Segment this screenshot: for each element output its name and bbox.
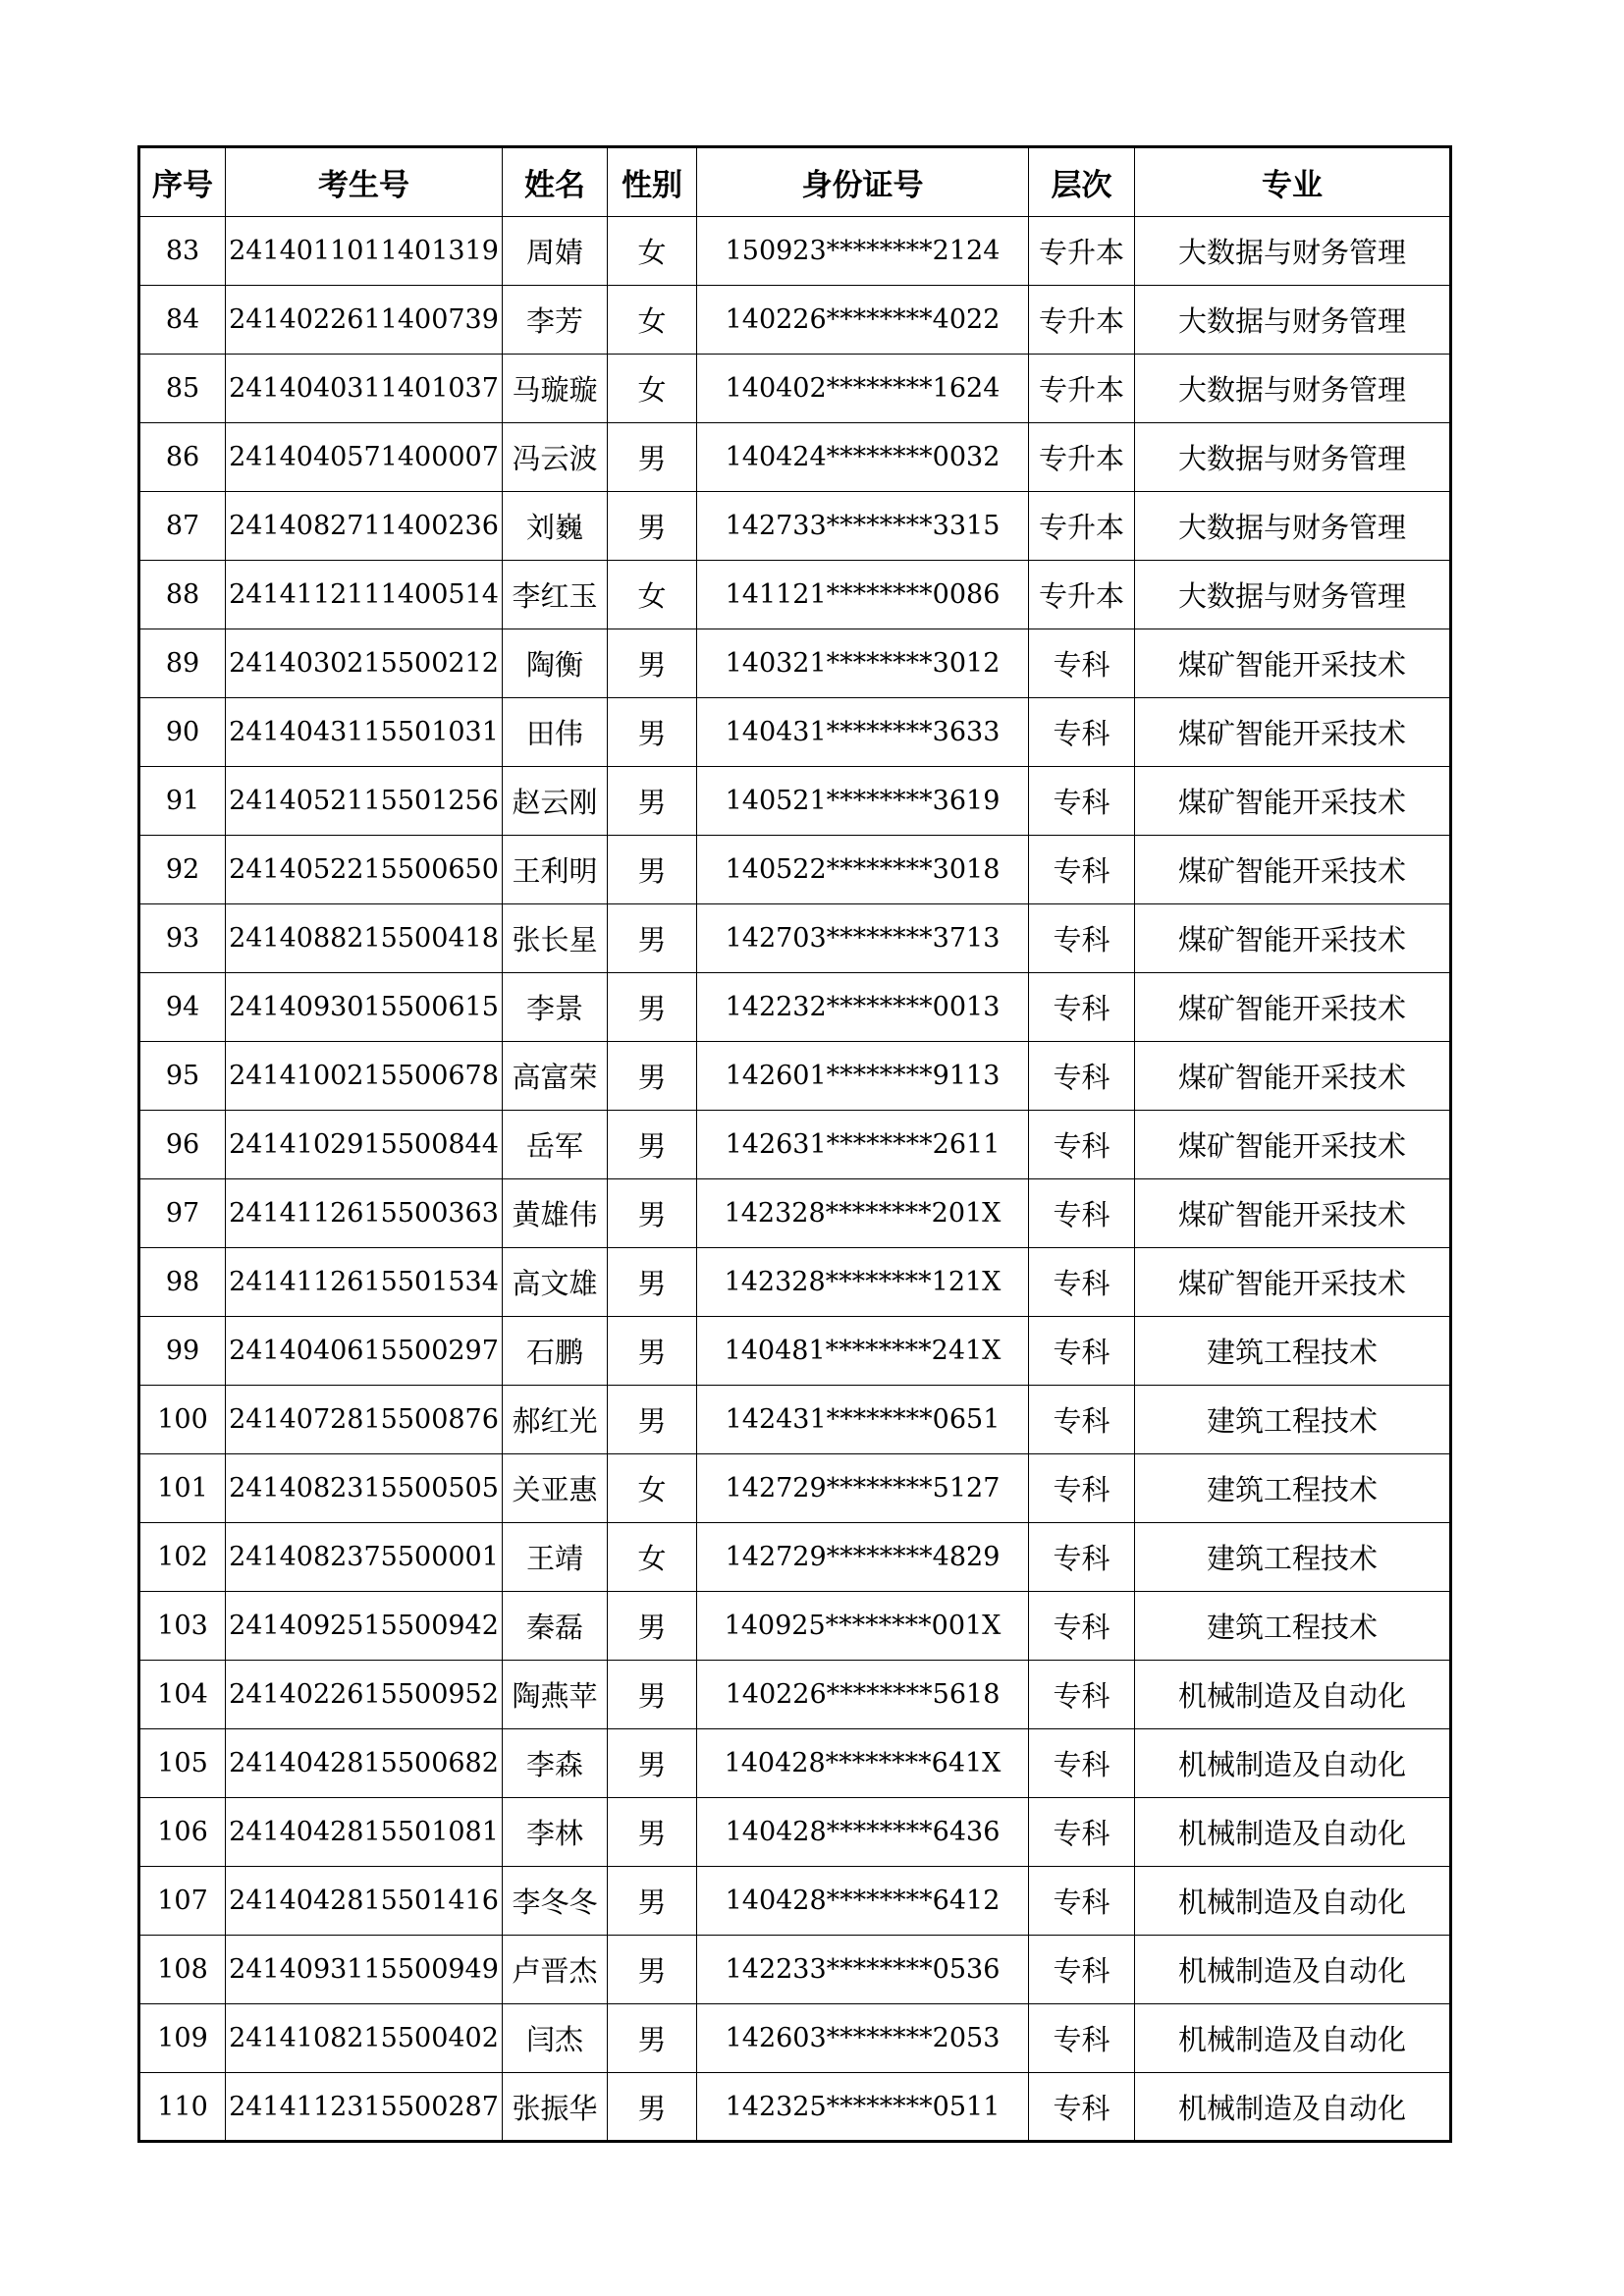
table-row [139, 1523, 1451, 1592]
cell-major: 煤矿智能开采技术 [1135, 836, 1451, 904]
cell-serial-number: 98 [139, 1248, 226, 1317]
header-gender: 性别 [608, 147, 697, 217]
cell-level: 专科 [1029, 1111, 1135, 1179]
cell-candidate-number: 2414082711400236 [226, 492, 503, 561]
header-row [139, 147, 1451, 217]
cell-serial-number: 109 [139, 2004, 226, 2073]
cell-candidate-number: 2414072815500876 [226, 1386, 503, 1454]
cell-gender: 男 [608, 1248, 697, 1317]
cell-name: 周婧 [503, 217, 608, 286]
cell-gender: 女 [608, 217, 697, 286]
cell-name: 刘巍 [503, 492, 608, 561]
cell-name: 高富荣 [503, 1042, 608, 1111]
cell-candidate-number: 2414112615500363 [226, 1179, 503, 1248]
cell-major: 机械制造及自动化 [1135, 1661, 1451, 1729]
cell-candidate-number: 2414040311401037 [226, 355, 503, 423]
cell-name: 冯云波 [503, 423, 608, 492]
cell-id-number: 140321********3012 [697, 629, 1029, 698]
cell-level: 专科 [1029, 629, 1135, 698]
cell-gender: 男 [608, 1042, 697, 1111]
cell-level: 专科 [1029, 973, 1135, 1042]
cell-gender: 男 [608, 1798, 697, 1867]
cell-candidate-number: 2414108215500402 [226, 2004, 503, 2073]
cell-major: 煤矿智能开采技术 [1135, 1042, 1451, 1111]
cell-candidate-number: 2414112615501534 [226, 1248, 503, 1317]
cell-id-number: 142233********0536 [697, 1936, 1029, 2004]
cell-level: 专科 [1029, 1523, 1135, 1592]
cell-gender: 男 [608, 904, 697, 973]
cell-level: 专科 [1029, 1386, 1135, 1454]
cell-id-number: 142733********3315 [697, 492, 1029, 561]
table-row [139, 904, 1451, 973]
cell-name: 闫杰 [503, 2004, 608, 2073]
cell-id-number: 142703********3713 [697, 904, 1029, 973]
cell-candidate-number: 2414052115501256 [226, 767, 503, 836]
cell-gender: 女 [608, 561, 697, 629]
cell-name: 李景 [503, 973, 608, 1042]
cell-id-number: 142328********121X [697, 1248, 1029, 1317]
cell-candidate-number: 2414042815501416 [226, 1867, 503, 1936]
cell-level: 专科 [1029, 2073, 1135, 2142]
cell-id-number: 140522********3018 [697, 836, 1029, 904]
cell-major: 煤矿智能开采技术 [1135, 1248, 1451, 1317]
table-row [139, 1317, 1451, 1386]
cell-major: 机械制造及自动化 [1135, 2004, 1451, 2073]
cell-id-number: 141121********0086 [697, 561, 1029, 629]
cell-name: 田伟 [503, 698, 608, 767]
cell-serial-number: 86 [139, 423, 226, 492]
cell-id-number: 140428********6436 [697, 1798, 1029, 1867]
cell-gender: 男 [608, 1729, 697, 1798]
cell-name: 李红玉 [503, 561, 608, 629]
cell-candidate-number: 2414100215500678 [226, 1042, 503, 1111]
cell-serial-number: 103 [139, 1592, 226, 1661]
cell-serial-number: 95 [139, 1042, 226, 1111]
cell-candidate-number: 2414043115501031 [226, 698, 503, 767]
cell-serial-number: 91 [139, 767, 226, 836]
table-row [139, 1454, 1451, 1523]
table-row [139, 2004, 1451, 2073]
cell-serial-number: 88 [139, 561, 226, 629]
header-major: 专业 [1135, 147, 1451, 217]
cell-id-number: 140428********6412 [697, 1867, 1029, 1936]
cell-major: 煤矿智能开采技术 [1135, 698, 1451, 767]
cell-id-number: 142729********4829 [697, 1523, 1029, 1592]
cell-level: 专科 [1029, 836, 1135, 904]
cell-name: 黄雄伟 [503, 1179, 608, 1248]
cell-major: 建筑工程技术 [1135, 1317, 1451, 1386]
cell-major: 机械制造及自动化 [1135, 2073, 1451, 2142]
cell-id-number: 140925********001X [697, 1592, 1029, 1661]
cell-level: 专升本 [1029, 423, 1135, 492]
table-row [139, 423, 1451, 492]
table-body [139, 217, 1451, 2142]
cell-major: 大数据与财务管理 [1135, 217, 1451, 286]
cell-name: 高文雄 [503, 1248, 608, 1317]
cell-gender: 男 [608, 1661, 697, 1729]
cell-level: 专科 [1029, 698, 1135, 767]
cell-serial-number: 99 [139, 1317, 226, 1386]
table-header [139, 147, 1451, 217]
cell-gender: 男 [608, 973, 697, 1042]
cell-gender: 男 [608, 1867, 697, 1936]
cell-id-number: 140521********3619 [697, 767, 1029, 836]
cell-serial-number: 108 [139, 1936, 226, 2004]
cell-candidate-number: 2414052215500650 [226, 836, 503, 904]
cell-serial-number: 100 [139, 1386, 226, 1454]
cell-name: 张振华 [503, 2073, 608, 2142]
cell-id-number: 140226********4022 [697, 286, 1029, 355]
cell-serial-number: 93 [139, 904, 226, 973]
header-id-number: 身份证号 [697, 147, 1029, 217]
roster-table [137, 145, 1452, 2143]
cell-name: 陶衡 [503, 629, 608, 698]
cell-gender: 男 [608, 1111, 697, 1179]
table-row [139, 1248, 1451, 1317]
cell-major: 机械制造及自动化 [1135, 1729, 1451, 1798]
cell-name: 李冬冬 [503, 1867, 608, 1936]
cell-serial-number: 97 [139, 1179, 226, 1248]
cell-id-number: 150923********2124 [697, 217, 1029, 286]
table-row [139, 1936, 1451, 2004]
cell-level: 专科 [1029, 1729, 1135, 1798]
cell-candidate-number: 2414082315500505 [226, 1454, 503, 1523]
cell-name: 李森 [503, 1729, 608, 1798]
table-row [139, 698, 1451, 767]
cell-candidate-number: 2414042815501081 [226, 1798, 503, 1867]
cell-name: 岳军 [503, 1111, 608, 1179]
cell-name: 赵云刚 [503, 767, 608, 836]
cell-serial-number: 105 [139, 1729, 226, 1798]
cell-id-number: 142631********2611 [697, 1111, 1029, 1179]
cell-gender: 女 [608, 1523, 697, 1592]
cell-gender: 男 [608, 2004, 697, 2073]
cell-serial-number: 107 [139, 1867, 226, 1936]
cell-serial-number: 94 [139, 973, 226, 1042]
cell-major: 建筑工程技术 [1135, 1523, 1451, 1592]
table-row [139, 561, 1451, 629]
cell-serial-number: 87 [139, 492, 226, 561]
cell-level: 专科 [1029, 1867, 1135, 1936]
cell-name: 陶燕苹 [503, 1661, 608, 1729]
cell-serial-number: 101 [139, 1454, 226, 1523]
cell-gender: 男 [608, 629, 697, 698]
cell-major: 建筑工程技术 [1135, 1592, 1451, 1661]
cell-id-number: 142328********201X [697, 1179, 1029, 1248]
cell-serial-number: 106 [139, 1798, 226, 1867]
cell-gender: 男 [608, 698, 697, 767]
cell-major: 建筑工程技术 [1135, 1386, 1451, 1454]
cell-name: 马璇璇 [503, 355, 608, 423]
cell-level: 专科 [1029, 1936, 1135, 2004]
table-row [139, 1661, 1451, 1729]
cell-major: 煤矿智能开采技术 [1135, 629, 1451, 698]
cell-id-number: 142601********9113 [697, 1042, 1029, 1111]
cell-name: 王靖 [503, 1523, 608, 1592]
cell-level: 专科 [1029, 1661, 1135, 1729]
header-level: 层次 [1029, 147, 1135, 217]
cell-name: 郝红光 [503, 1386, 608, 1454]
cell-name: 张长星 [503, 904, 608, 973]
cell-major: 大数据与财务管理 [1135, 286, 1451, 355]
cell-level: 专科 [1029, 1592, 1135, 1661]
cell-id-number: 142431********0651 [697, 1386, 1029, 1454]
cell-major: 煤矿智能开采技术 [1135, 1179, 1451, 1248]
cell-candidate-number: 2414092515500942 [226, 1592, 503, 1661]
cell-level: 专升本 [1029, 561, 1135, 629]
cell-major: 大数据与财务管理 [1135, 492, 1451, 561]
cell-candidate-number: 2414093015500615 [226, 973, 503, 1042]
cell-name: 李芳 [503, 286, 608, 355]
cell-major: 机械制造及自动化 [1135, 1798, 1451, 1867]
table-row [139, 973, 1451, 1042]
cell-id-number: 142325********0511 [697, 2073, 1029, 2142]
cell-candidate-number: 2414088215500418 [226, 904, 503, 973]
cell-gender: 女 [608, 1454, 697, 1523]
cell-serial-number: 110 [139, 2073, 226, 2142]
cell-candidate-number: 2414030215500212 [226, 629, 503, 698]
cell-serial-number: 83 [139, 217, 226, 286]
cell-level: 专科 [1029, 2004, 1135, 2073]
cell-gender: 男 [608, 1592, 697, 1661]
table-row [139, 1592, 1451, 1661]
cell-candidate-number: 2414042815500682 [226, 1729, 503, 1798]
table-row [139, 1111, 1451, 1179]
cell-candidate-number: 2414112315500287 [226, 2073, 503, 2142]
cell-gender: 男 [608, 423, 697, 492]
cell-name: 关亚惠 [503, 1454, 608, 1523]
cell-id-number: 142603********2053 [697, 2004, 1029, 2073]
cell-id-number: 140481********241X [697, 1317, 1029, 1386]
cell-level: 专科 [1029, 1798, 1135, 1867]
cell-serial-number: 102 [139, 1523, 226, 1592]
cell-serial-number: 85 [139, 355, 226, 423]
cell-gender: 男 [608, 1317, 697, 1386]
cell-serial-number: 89 [139, 629, 226, 698]
cell-candidate-number: 2414102915500844 [226, 1111, 503, 1179]
cell-major: 大数据与财务管理 [1135, 423, 1451, 492]
table-row [139, 2073, 1451, 2142]
header-candidate-number: 考生号 [226, 147, 503, 217]
cell-level: 专升本 [1029, 286, 1135, 355]
cell-major: 煤矿智能开采技术 [1135, 1111, 1451, 1179]
table-row [139, 1042, 1451, 1111]
cell-gender: 男 [608, 836, 697, 904]
table-row [139, 217, 1451, 286]
cell-name: 李林 [503, 1798, 608, 1867]
cell-level: 专升本 [1029, 217, 1135, 286]
cell-major: 建筑工程技术 [1135, 1454, 1451, 1523]
cell-gender: 男 [608, 1386, 697, 1454]
cell-candidate-number: 2414022615500952 [226, 1661, 503, 1729]
table-row [139, 355, 1451, 423]
cell-id-number: 140428********641X [697, 1729, 1029, 1798]
cell-level: 专科 [1029, 1454, 1135, 1523]
cell-id-number: 140431********3633 [697, 698, 1029, 767]
cell-id-number: 142729********5127 [697, 1454, 1029, 1523]
cell-serial-number: 84 [139, 286, 226, 355]
cell-id-number: 140402********1624 [697, 355, 1029, 423]
cell-serial-number: 92 [139, 836, 226, 904]
cell-level: 专科 [1029, 1317, 1135, 1386]
table-row [139, 1386, 1451, 1454]
cell-gender: 女 [608, 286, 697, 355]
cell-major: 大数据与财务管理 [1135, 355, 1451, 423]
cell-name: 卢晋杰 [503, 1936, 608, 2004]
cell-candidate-number: 2414082375500001 [226, 1523, 503, 1592]
cell-gender: 男 [608, 1936, 697, 2004]
table-row [139, 286, 1451, 355]
cell-level: 专科 [1029, 1248, 1135, 1317]
cell-candidate-number: 2414040571400007 [226, 423, 503, 492]
cell-id-number: 140226********5618 [697, 1661, 1029, 1729]
cell-level: 专科 [1029, 904, 1135, 973]
cell-candidate-number: 2414022611400739 [226, 286, 503, 355]
cell-candidate-number: 2414011011401319 [226, 217, 503, 286]
cell-serial-number: 90 [139, 698, 226, 767]
cell-major: 机械制造及自动化 [1135, 1867, 1451, 1936]
cell-serial-number: 96 [139, 1111, 226, 1179]
cell-id-number: 142232********0013 [697, 973, 1029, 1042]
cell-major: 煤矿智能开采技术 [1135, 904, 1451, 973]
cell-major: 煤矿智能开采技术 [1135, 973, 1451, 1042]
table-row [139, 767, 1451, 836]
cell-gender: 男 [608, 492, 697, 561]
cell-major: 煤矿智能开采技术 [1135, 767, 1451, 836]
table-row [139, 836, 1451, 904]
table-row [139, 629, 1451, 698]
cell-level: 专升本 [1029, 355, 1135, 423]
cell-name: 石鹏 [503, 1317, 608, 1386]
cell-name: 王利明 [503, 836, 608, 904]
table-row [139, 1798, 1451, 1867]
cell-candidate-number: 2414112111400514 [226, 561, 503, 629]
cell-serial-number: 104 [139, 1661, 226, 1729]
cell-gender: 男 [608, 1179, 697, 1248]
cell-gender: 男 [608, 767, 697, 836]
cell-major: 大数据与财务管理 [1135, 561, 1451, 629]
header-name: 姓名 [503, 147, 608, 217]
cell-gender: 女 [608, 355, 697, 423]
cell-level: 专科 [1029, 767, 1135, 836]
cell-candidate-number: 2414093115500949 [226, 1936, 503, 2004]
table-row [139, 1729, 1451, 1798]
cell-major: 机械制造及自动化 [1135, 1936, 1451, 2004]
table-row [139, 1867, 1451, 1936]
table-row [139, 1179, 1451, 1248]
cell-id-number: 140424********0032 [697, 423, 1029, 492]
cell-candidate-number: 2414040615500297 [226, 1317, 503, 1386]
cell-level: 专科 [1029, 1042, 1135, 1111]
header-serial-number: 序号 [139, 147, 226, 217]
cell-level: 专科 [1029, 1179, 1135, 1248]
cell-gender: 男 [608, 2073, 697, 2142]
table-row [139, 492, 1451, 561]
cell-name: 秦磊 [503, 1592, 608, 1661]
cell-level: 专升本 [1029, 492, 1135, 561]
